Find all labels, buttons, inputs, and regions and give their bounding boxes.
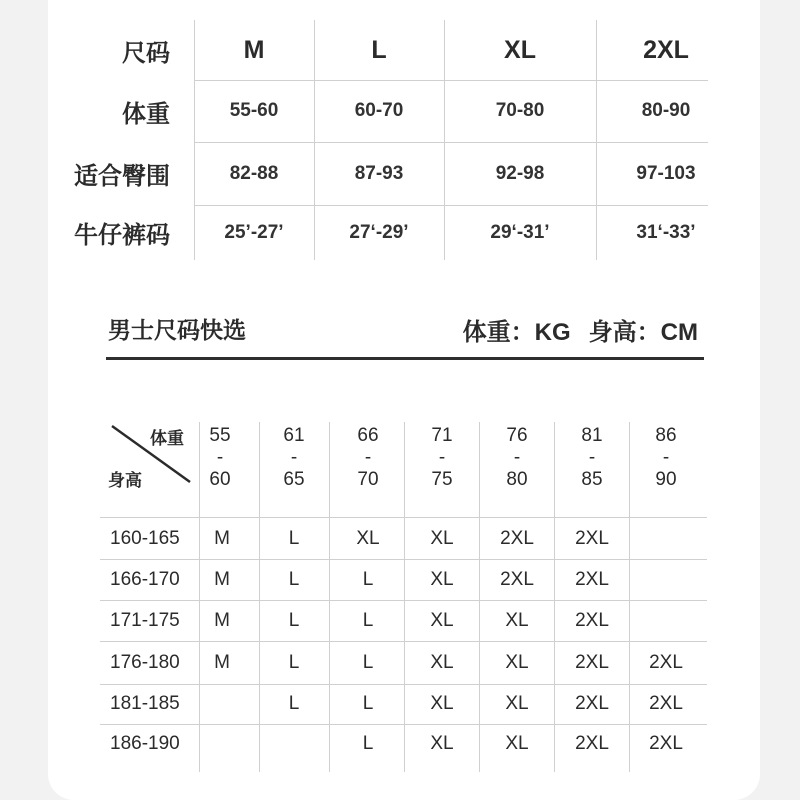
size-cell: XL bbox=[505, 733, 529, 754]
size-cell: L bbox=[362, 733, 374, 754]
size-cell bbox=[631, 560, 701, 600]
size-cell: 2XL bbox=[575, 693, 609, 714]
size-cell: L bbox=[288, 569, 300, 590]
table-cell: 87-93 bbox=[354, 162, 404, 184]
row-label-weight: 体重 bbox=[122, 100, 170, 128]
size-cell bbox=[187, 724, 257, 764]
unit-legend bbox=[463, 312, 698, 347]
height-row-label: 181-185 bbox=[110, 693, 180, 714]
corner-height-label: 身高 bbox=[108, 471, 142, 490]
divider bbox=[629, 422, 630, 772]
size-cell: L bbox=[288, 528, 300, 549]
size-cell bbox=[631, 519, 701, 559]
size-cell bbox=[631, 601, 701, 641]
size-cell: 2XL bbox=[649, 652, 683, 673]
divider bbox=[100, 517, 707, 518]
weight-column-header: 81 - 85 bbox=[581, 425, 603, 490]
size-cell: XL bbox=[430, 569, 454, 590]
height-unit: 身高：CM bbox=[588, 319, 698, 346]
size-header-xl: XL bbox=[504, 35, 536, 64]
height-row-label: 186-190 bbox=[110, 733, 180, 754]
table-cell: 60-70 bbox=[354, 100, 404, 121]
corner-weight-label: 体重 bbox=[150, 429, 184, 448]
size-header-2xl: 2XL bbox=[643, 35, 689, 64]
size-cell: XL bbox=[430, 733, 454, 754]
size-cell bbox=[259, 724, 329, 764]
size-cell: XL bbox=[356, 528, 380, 549]
weight-unit: 体重：KG bbox=[462, 319, 571, 346]
size-cell: L bbox=[362, 693, 374, 714]
row-label-hip: 适合臀围 bbox=[74, 163, 170, 190]
size-cell: M bbox=[214, 652, 230, 673]
weight-column-header: 66 - 70 bbox=[357, 425, 379, 490]
row-label-jeans: 牛仔裤码 bbox=[74, 222, 170, 249]
divider bbox=[554, 422, 555, 772]
size-cell: 2XL bbox=[575, 528, 609, 549]
size-cell: 2XL bbox=[575, 569, 609, 590]
size-cell: XL bbox=[505, 610, 529, 631]
weight-column-header: 55 - 60 bbox=[209, 425, 231, 490]
size-header-label: 尺码 bbox=[122, 39, 170, 67]
height-row-label: 171-175 bbox=[110, 610, 180, 631]
weight-column-header: 86 - 90 bbox=[655, 425, 677, 490]
size-cell bbox=[187, 684, 257, 724]
size-cell: XL bbox=[430, 652, 454, 673]
table-cell: 82-88 bbox=[229, 162, 279, 184]
table-cell: 27‘-29’ bbox=[349, 221, 409, 243]
size-cell: L bbox=[362, 610, 374, 631]
size-cell: L bbox=[288, 693, 300, 714]
size-cell: 2XL bbox=[649, 733, 683, 754]
size-cell: 2XL bbox=[500, 569, 534, 590]
size-table bbox=[70, 20, 710, 260]
size-cell: 2XL bbox=[575, 652, 609, 673]
height-row-label: 160-165 bbox=[110, 528, 180, 549]
table-cell: 97-103 bbox=[636, 162, 696, 184]
size-cell: 2XL bbox=[575, 733, 609, 754]
table-cell: 29‘-31’ bbox=[490, 221, 550, 243]
table-cell: 55-60 bbox=[229, 100, 279, 121]
divider bbox=[479, 422, 480, 772]
table-cell: 70-80 bbox=[495, 100, 545, 121]
size-cell: L bbox=[288, 652, 300, 673]
table-cell: 25’-27’ bbox=[224, 221, 284, 243]
size-cell: M bbox=[214, 569, 230, 590]
size-cell: XL bbox=[505, 652, 529, 673]
size-cell: XL bbox=[430, 610, 454, 631]
divider bbox=[404, 422, 405, 772]
height-row-label: 176-180 bbox=[110, 652, 180, 673]
size-cell: 2XL bbox=[649, 693, 683, 714]
size-cell: L bbox=[362, 652, 374, 673]
size-cell: 2XL bbox=[575, 610, 609, 631]
table-cell: 31‘-33’ bbox=[636, 221, 696, 243]
table-cell: 80-90 bbox=[641, 100, 691, 121]
size-cell: XL bbox=[505, 693, 529, 714]
size-cell: L bbox=[362, 569, 374, 590]
size-cell: L bbox=[288, 610, 300, 631]
size-header-m: M bbox=[243, 35, 265, 64]
height-row-label: 166-170 bbox=[110, 569, 180, 590]
size-cell: XL bbox=[430, 528, 454, 549]
size-cell: M bbox=[214, 610, 230, 631]
divider bbox=[329, 422, 330, 772]
weight-column-header: 61 - 65 bbox=[283, 425, 305, 490]
table-cell: 92-98 bbox=[495, 162, 545, 184]
weight-column-header: 71 - 75 bbox=[431, 425, 453, 490]
weight-column-header: 76 - 80 bbox=[506, 425, 528, 490]
section-divider bbox=[106, 357, 704, 360]
size-cell: XL bbox=[430, 693, 454, 714]
section-title: 男士尺码快选 bbox=[108, 317, 246, 343]
size-header-l: L bbox=[371, 35, 387, 64]
size-cell: 2XL bbox=[500, 528, 534, 549]
size-cell: M bbox=[214, 528, 230, 549]
